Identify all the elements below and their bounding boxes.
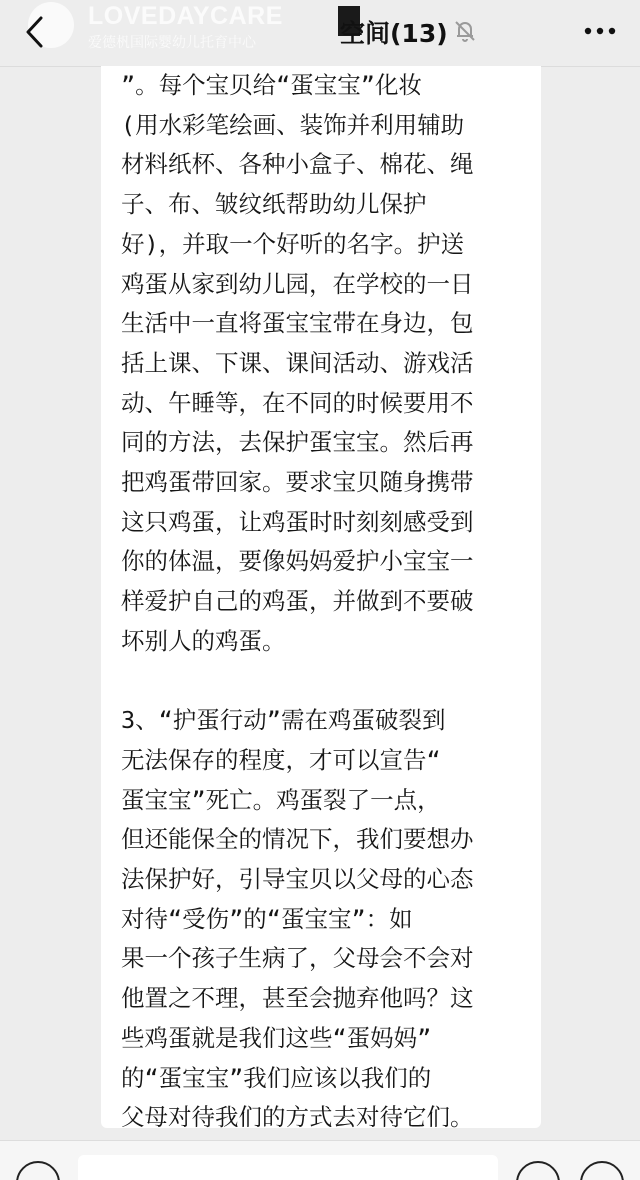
emoji-button[interactable] bbox=[516, 1161, 560, 1180]
back-button[interactable] bbox=[14, 12, 54, 52]
message-line: 好)，并取一个好听的名字。护送 bbox=[121, 229, 465, 258]
message-line: 动、午睡等，在不同的时候要用不 bbox=[121, 388, 474, 417]
chat-header bbox=[0, 0, 640, 67]
message-line: 果一个孩子生病了，父母会不会对 bbox=[121, 944, 474, 973]
message-line: 对待“受伤”的“蛋宝宝”：如 bbox=[121, 904, 413, 933]
message-line: 些鸡蛋就是我们这些“蛋妈妈” bbox=[121, 1023, 432, 1052]
message-text bbox=[121, 66, 531, 1138]
message-bubble bbox=[101, 66, 541, 1132]
message-line: 子、布、皱纹纸帮助幼儿保护 bbox=[121, 190, 427, 219]
message-line: ”。每个宝贝给“蛋宝宝”化妆 bbox=[121, 71, 422, 99]
message-line: 坏别人的鸡蛋。 bbox=[121, 626, 286, 655]
message-line: 同的方法，去保护蛋宝宝。然后再 bbox=[121, 428, 474, 457]
message-input[interactable] bbox=[78, 1155, 498, 1180]
message-line: 的“蛋宝宝”我们应该以我们的 bbox=[121, 1063, 432, 1092]
chevron-left-icon bbox=[23, 15, 45, 49]
message-line: 但还能保全的情况下，我们要想办 bbox=[121, 825, 474, 854]
message-line: 你的体温，要像妈妈爱护小宝宝一 bbox=[121, 547, 474, 576]
message-line: 无法保存的程度，才可以宣告“ bbox=[121, 745, 441, 774]
message-line: 生活中一直将蛋宝宝带在身边，包 bbox=[121, 309, 474, 338]
input-bar bbox=[0, 1140, 640, 1180]
voice-button[interactable] bbox=[16, 1161, 60, 1180]
watermark-logo bbox=[28, 2, 298, 50]
bell-off-icon bbox=[452, 18, 478, 44]
message-line: 蛋宝宝”死亡。鸡蛋裂了一点， bbox=[121, 785, 441, 814]
message-line: 法保护好，引导宝贝以父母的心态 bbox=[121, 865, 474, 894]
message-line: 鸡蛋从家到幼儿园，在学校的一日 bbox=[121, 269, 474, 298]
more-button[interactable] bbox=[580, 16, 620, 46]
message-line: 父母对待我们的方式去对待它们。 bbox=[121, 1103, 474, 1132]
chat-title: 空间(13) bbox=[340, 19, 448, 48]
more-dots-icon bbox=[584, 27, 616, 35]
message-line: 他置之不理，甚至会抛弃他吗？这 bbox=[121, 984, 474, 1013]
message-line: 材料纸杯、各种小盒子、棉花、绳 bbox=[121, 150, 474, 179]
message-line: 样爱护自己的鸡蛋，并做到不要破 bbox=[121, 587, 474, 616]
plus-button[interactable] bbox=[580, 1161, 624, 1180]
message-line: 把鸡蛋带回家。要求宝贝随身携带 bbox=[121, 468, 474, 497]
message-line: 3、“护蛋行动”需在鸡蛋破裂到 bbox=[121, 706, 446, 735]
message-line: 括上课、下课、课间活动、游戏活 bbox=[121, 348, 474, 377]
message-line: (用水彩笔绘画、装饰并利用辅助 bbox=[121, 110, 465, 139]
watermark-subtitle: 爱德杋国际婴幼儿托育中心 bbox=[88, 35, 256, 51]
watermark-brand: LOVEDAYCARE bbox=[88, 2, 283, 30]
message-line: 这只鸡蛋，让鸡蛋时时刻刻感受到 bbox=[121, 507, 474, 536]
